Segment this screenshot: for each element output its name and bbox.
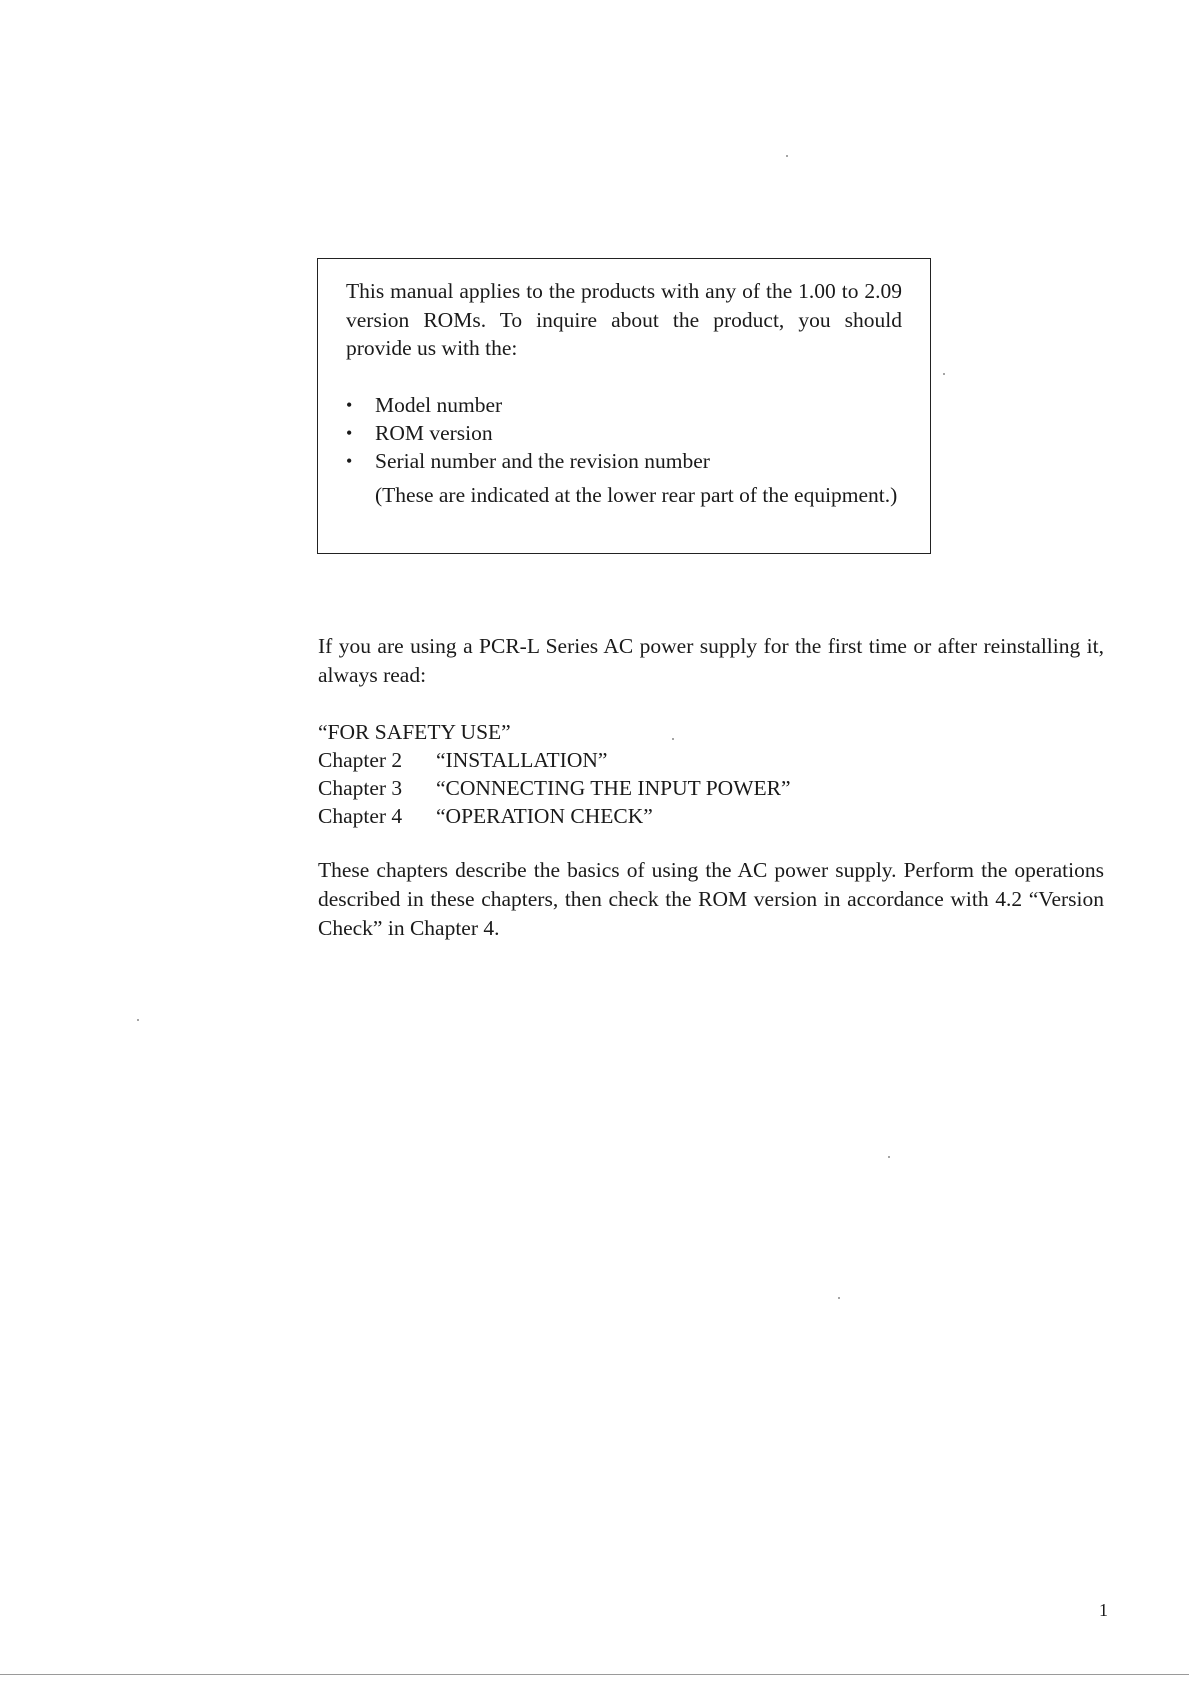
safety-reference-label: “FOR SAFETY USE”: [318, 720, 511, 744]
chapter-number: Chapter 2: [318, 748, 403, 772]
list-item-label: Model number: [375, 392, 503, 417]
bullet-note: (These are indicated at the lower rear part of the equipment.): [375, 482, 898, 507]
list-item: [346, 447, 902, 475]
safety-reference: [318, 718, 1104, 746]
notice-text: This manual applies to the products with any of the 1.00 to 2.09 version ROMs. To inquire about the product, you should provide us with the:: [346, 279, 902, 360]
scan-speck: [137, 1019, 139, 1021]
chapter-title: “INSTALLATION”: [436, 748, 608, 772]
bottom-rule: [0, 1674, 1189, 1675]
chapter-number: Chapter 4: [318, 804, 403, 828]
reading-list: [318, 718, 1104, 830]
scan-speck: [838, 1297, 840, 1299]
scan-speck: [672, 738, 674, 740]
scan-speck: [786, 155, 788, 157]
chapter-number: Chapter 3: [318, 776, 403, 800]
notice-box: [317, 258, 931, 554]
page-number: 1: [1099, 1600, 1108, 1620]
scan-speck: [943, 373, 945, 375]
chapter-title: “OPERATION CHECK”: [436, 804, 653, 828]
scan-speck: [888, 1156, 890, 1158]
chapter-reference: [318, 774, 1104, 802]
requirements-list: [346, 391, 902, 475]
list-item: [346, 391, 902, 419]
list-item-label: ROM version: [375, 420, 493, 445]
chapter-reference: [318, 802, 1104, 830]
bullet-icon: •: [346, 394, 353, 415]
bullet-icon: •: [346, 450, 353, 471]
chapter-title: “CONNECTING THE INPUT POWER”: [436, 776, 791, 800]
outro-paragraph: These chapters describe the basics of using the AC power supply. Perform the operations described in these chapters, then check the ROM version in accordance with 4.2 “Version Check” in Chapter 4.: [318, 858, 1104, 940]
intro-paragraph: If you are using a PCR-L Series AC power supply for the first time or after reinstalling it, always read:: [318, 634, 1104, 687]
list-item-label: Serial number and the revision number: [375, 448, 710, 473]
chapter-reference: [318, 746, 1104, 774]
list-item: [346, 419, 902, 447]
bullet-icon: •: [346, 422, 353, 443]
